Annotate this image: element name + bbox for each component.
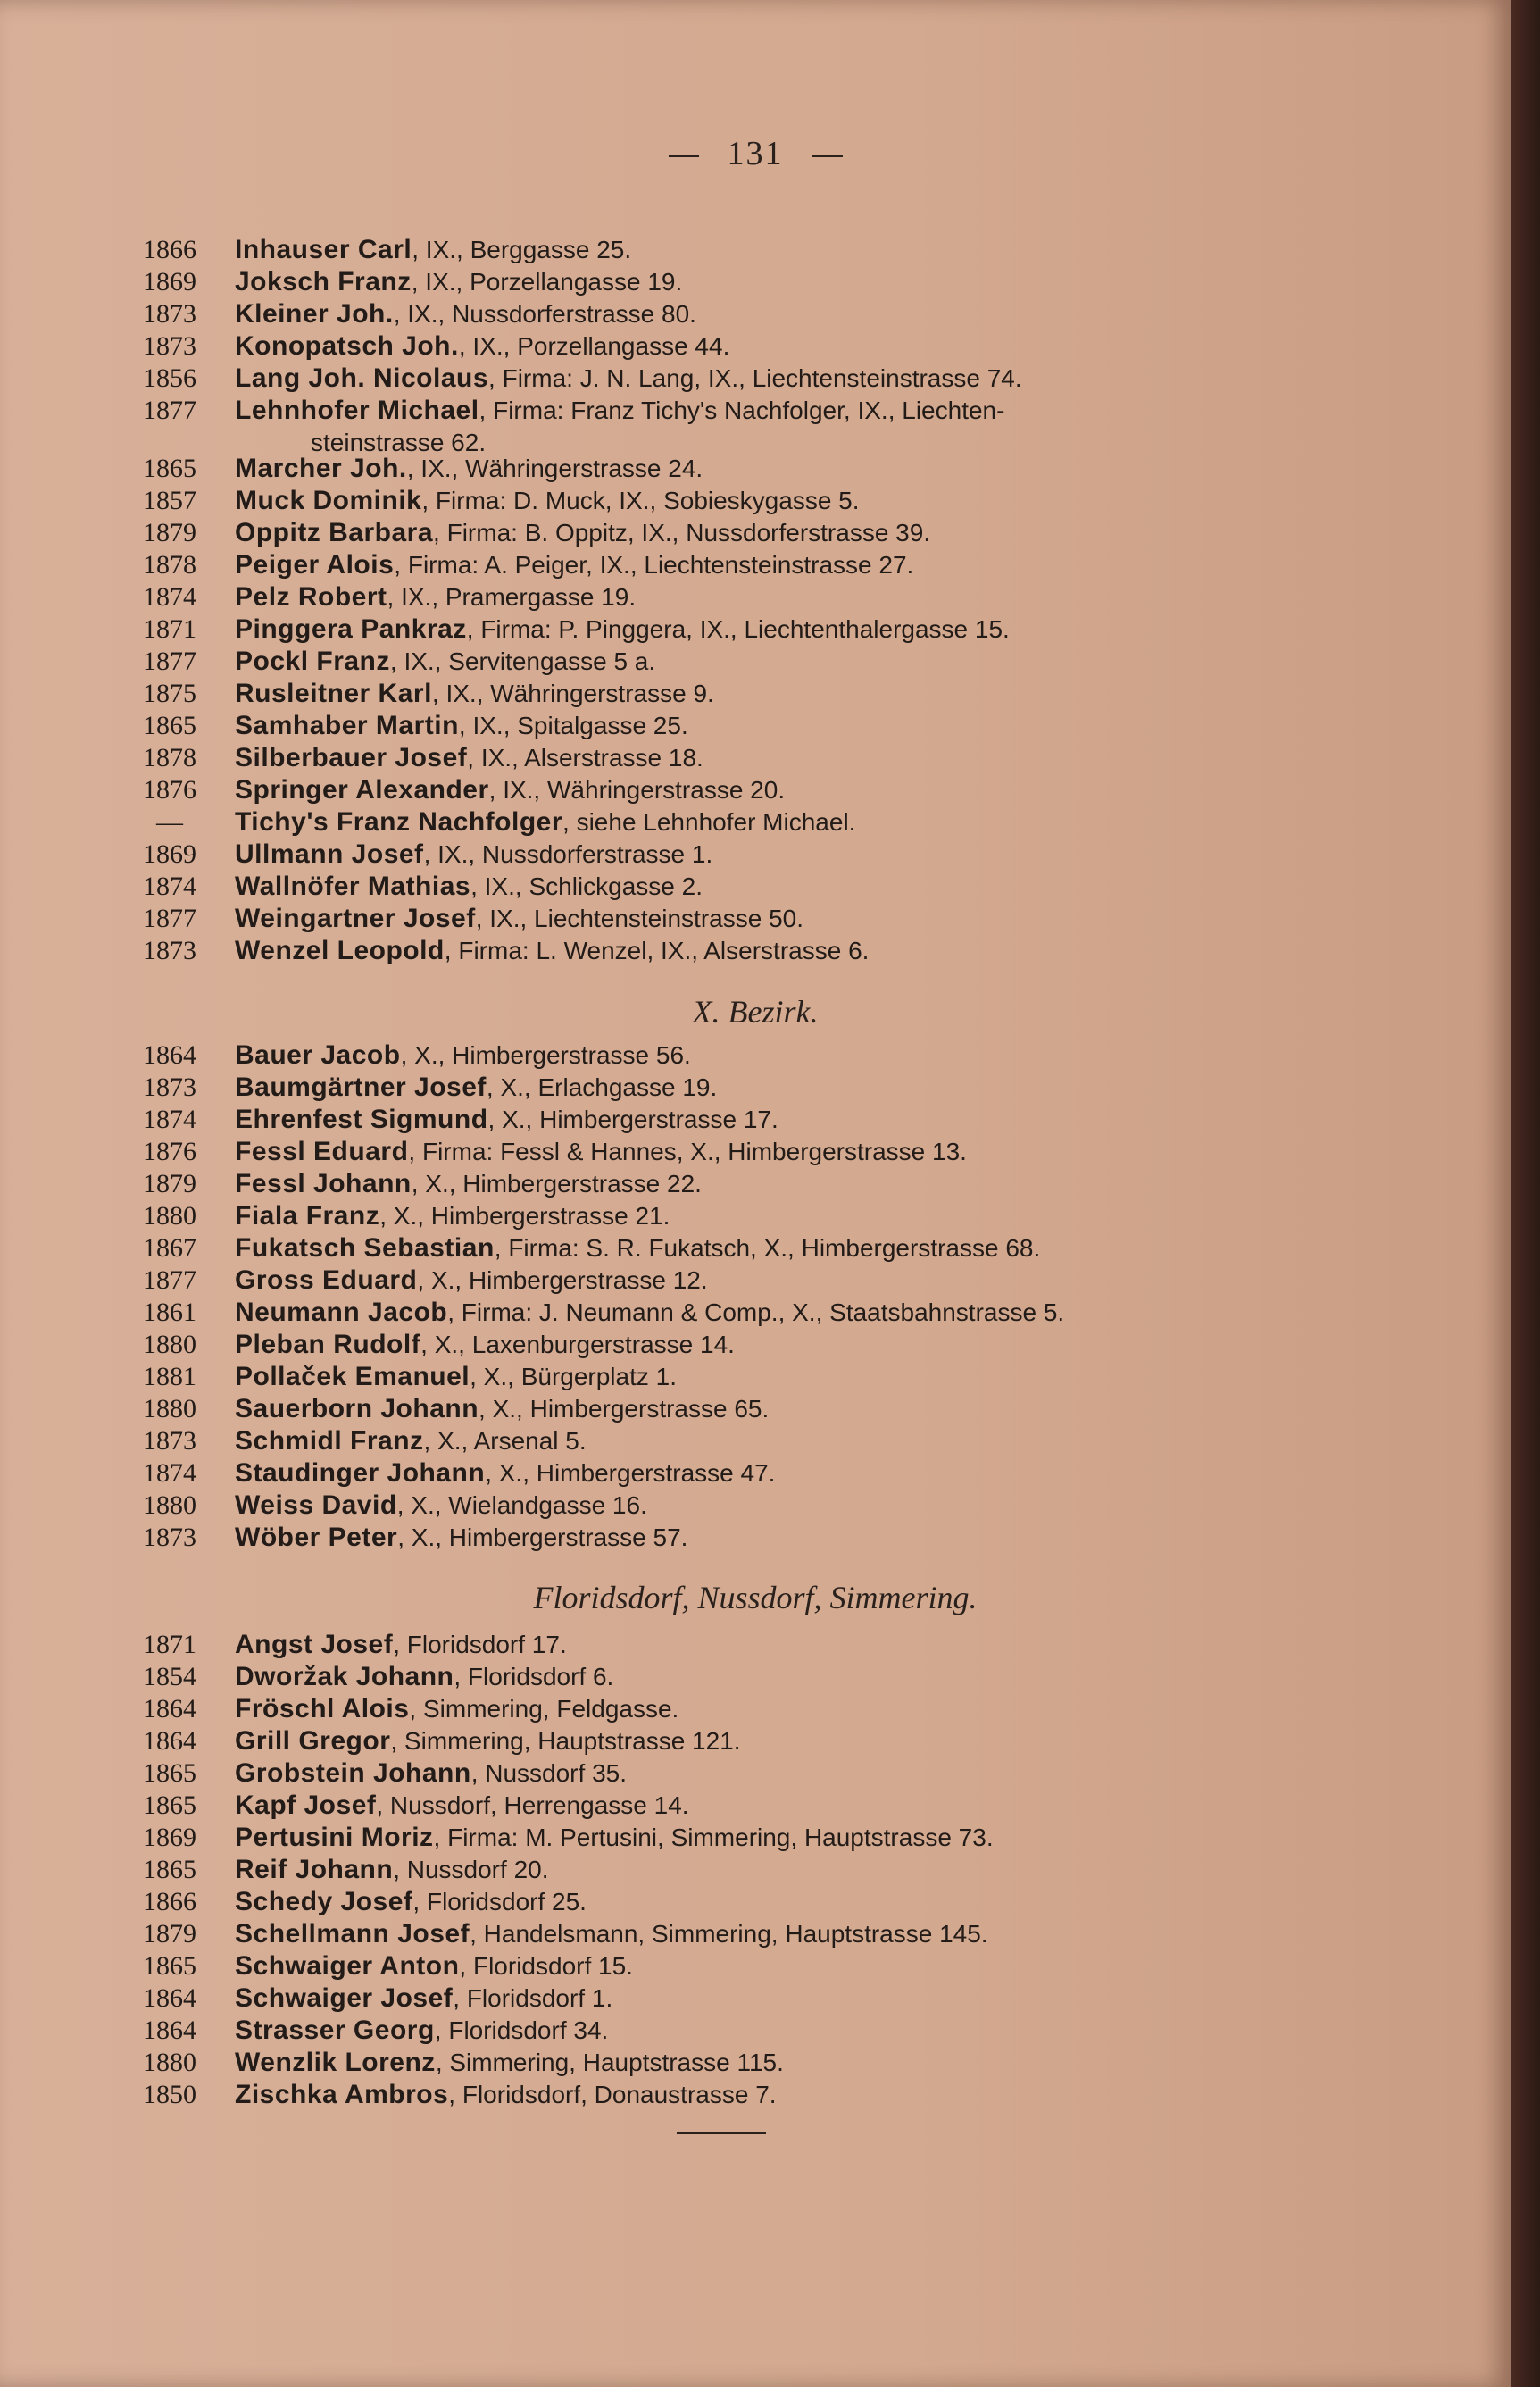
entry-text xyxy=(235,1425,587,1457)
entry-name: Staudinger Johann xyxy=(235,1458,486,1488)
entry-name: Pelz Robert xyxy=(235,582,387,612)
entry-address: , IX., Porzellangasse 19. xyxy=(411,268,683,296)
list-item xyxy=(134,1264,1294,1297)
entry-text xyxy=(235,1039,691,1072)
entry-text xyxy=(235,1790,689,1822)
entry-address: , IX., Pramergasse 19. xyxy=(387,583,637,611)
entry-year: 1865 xyxy=(143,1951,196,1981)
entry-text xyxy=(235,2047,784,2079)
entry-name: Fiala Franz xyxy=(235,1201,380,1231)
section-ix-part2 xyxy=(134,453,1294,967)
continuation-line: steinstrasse 62. xyxy=(311,429,487,456)
section-ix-part1 xyxy=(134,234,1294,427)
entry-address: , IX., Alserstrasse 18. xyxy=(467,744,703,772)
list-item xyxy=(134,2047,1294,2079)
entry-year: 1878 xyxy=(143,743,196,772)
entry-name: Tichy's Franz Nachfolger xyxy=(235,807,563,837)
entry-year: 1867 xyxy=(143,1233,196,1263)
entry-text xyxy=(235,1693,678,1725)
entry-name: Dworžak Johann xyxy=(235,1662,454,1691)
list-item xyxy=(134,266,1294,298)
list-item xyxy=(134,1629,1294,1661)
entry-year: 1876 xyxy=(143,1137,196,1166)
entry-year: 1877 xyxy=(143,396,196,425)
entry-name: Silberbauer Josef xyxy=(235,743,468,772)
entry-name: Marcher Joh. xyxy=(235,454,407,483)
list-item xyxy=(134,517,1294,549)
entry-name: Schmidl Franz xyxy=(235,1426,424,1456)
entry-text xyxy=(235,330,729,363)
section-x-bezirk xyxy=(134,1039,1294,1554)
list-item xyxy=(134,710,1294,742)
entry-name: Pollaček Emanuel xyxy=(235,1362,470,1391)
entry-year: 1873 xyxy=(143,299,196,329)
entry-address: , X., Himbergerstrasse 17. xyxy=(487,1106,778,1133)
entry-address: , X., Himbergerstrasse 12. xyxy=(417,1266,708,1294)
entry-year: 1873 xyxy=(143,936,196,965)
entry-text xyxy=(235,871,703,903)
entry-name: Inhauser Carl xyxy=(235,235,412,264)
entry-text xyxy=(235,2079,777,2111)
entry-name: Fröschl Alois xyxy=(235,1694,410,1723)
list-item xyxy=(134,1200,1294,1232)
entry-address: , IX., Währingerstrasse 20. xyxy=(488,776,786,804)
list-item xyxy=(134,1822,1294,1854)
entry-text xyxy=(235,1361,677,1393)
entry-text xyxy=(235,1104,778,1136)
list-item xyxy=(134,549,1294,581)
entry-address: , Nussdorf 35. xyxy=(470,1759,627,1787)
entry-address: , X., Himbergerstrasse 22. xyxy=(411,1170,702,1198)
list-item xyxy=(134,330,1294,363)
entry-year: 1880 xyxy=(143,1394,196,1423)
entry-address: , IX., Porzellangasse 44. xyxy=(458,332,730,360)
list-item xyxy=(134,1661,1294,1693)
entry-name: Wenzel Leopold xyxy=(235,936,445,965)
entry-text xyxy=(235,1661,613,1693)
entry-text xyxy=(235,266,682,298)
entry-address: , Floridsdorf, Donaustrasse 7. xyxy=(448,2081,777,2108)
entry-name: Zischka Ambros xyxy=(235,2080,449,2109)
entry-year: 1865 xyxy=(143,454,196,483)
entry-year: 1879 xyxy=(143,1919,196,1949)
entry-address: , Firma: L. Wenzel, IX., Alserstrasse 6. xyxy=(444,937,870,964)
entry-address: , Firma: Franz Tichy's Nachfolger, IX., Liechten- xyxy=(479,396,1005,424)
entry-address: , X., Himbergerstrasse 57. xyxy=(397,1523,688,1551)
entry-text xyxy=(235,1757,627,1790)
entry-address: , Simmering, Hauptstrasse 115. xyxy=(435,2049,784,2076)
entry-text xyxy=(235,710,688,742)
entry-address: , Floridsdorf 25. xyxy=(412,1888,587,1915)
entry-address: , Firma: P. Pinggera, IX., Liechtenthalergasse 15. xyxy=(466,615,1010,643)
entry-address: , Firma: D. Muck, IX., Sobieskygasse 5. xyxy=(421,487,860,514)
entry-text xyxy=(235,903,803,935)
list-item xyxy=(134,1522,1294,1554)
entry-year: 1873 xyxy=(143,1426,196,1456)
book-spine xyxy=(1511,0,1540,2387)
entry-year: 1877 xyxy=(143,1265,196,1295)
entry-text xyxy=(235,395,1004,427)
list-item xyxy=(134,1854,1294,1886)
entry-name: Kapf Josef xyxy=(235,1790,377,1820)
entry-name: Schedy Josef xyxy=(235,1887,413,1916)
entry-name: Pertusini Moriz xyxy=(235,1823,434,1852)
entry-text xyxy=(235,1854,549,1886)
entry-name: Oppitz Barbara xyxy=(235,518,434,547)
entry-name: Muck Dominik xyxy=(235,486,422,515)
entry-text xyxy=(235,1072,717,1104)
entry-text xyxy=(235,839,712,871)
list-item xyxy=(134,298,1294,330)
entry-name: Pleban Rudolf xyxy=(235,1330,421,1359)
list-item xyxy=(134,1136,1294,1168)
entry-name: Ehrenfest Sigmund xyxy=(235,1105,488,1134)
entry-year: 1880 xyxy=(143,1490,196,1520)
entry-name: Baumgärtner Josef xyxy=(235,1072,487,1102)
entry-text xyxy=(235,646,655,678)
entry-year: 1869 xyxy=(143,1823,196,1852)
entry-year: 1864 xyxy=(143,1983,196,2013)
entry-year: 1866 xyxy=(143,1887,196,1916)
entry-text xyxy=(235,2015,608,2047)
entry-text xyxy=(235,742,703,774)
list-item xyxy=(134,1457,1294,1490)
entry-year: 1866 xyxy=(143,235,196,264)
entry-address: , Firma: Fessl & Hannes, X., Himbergerstrasse 13. xyxy=(408,1138,967,1165)
list-item xyxy=(134,1039,1294,1072)
entry-address: , X., Arsenal 5. xyxy=(423,1427,587,1455)
entry-address: , Floridsdorf 15. xyxy=(459,1952,633,1980)
entry-name: Bauer Jacob xyxy=(235,1040,401,1070)
entry-year: 1865 xyxy=(143,1790,196,1820)
list-item xyxy=(134,646,1294,678)
list-item xyxy=(134,1490,1294,1522)
entry-year: 1856 xyxy=(143,363,196,393)
entry-text xyxy=(235,1297,1064,1329)
entry-year: 1880 xyxy=(143,1330,196,1359)
entry-name: Lang Joh. Nicolaus xyxy=(235,363,489,393)
entry-text xyxy=(235,1522,687,1554)
entry-address: , Floridsdorf 6. xyxy=(454,1663,614,1690)
list-item xyxy=(134,1693,1294,1725)
entry-text xyxy=(235,1822,994,1854)
entry-year: 1864 xyxy=(143,2016,196,2045)
entry-address: , IX., Währingerstrasse 24. xyxy=(406,455,703,482)
section-title-floridsdorf: Floridsdorf, Nussdorf, Simmering. xyxy=(533,1580,978,1615)
list-item xyxy=(134,1886,1294,1918)
list-item xyxy=(134,2015,1294,2047)
page-number: 131 xyxy=(727,135,784,172)
entry-name: Grill Gregor xyxy=(235,1726,391,1756)
entry-year: 1879 xyxy=(143,518,196,547)
list-item xyxy=(134,935,1294,967)
entry-name: Ullmann Josef xyxy=(235,839,424,869)
entry-text xyxy=(235,485,860,517)
entry-address: , IX., Nussdorferstrasse 1. xyxy=(423,840,713,868)
list-item xyxy=(134,581,1294,613)
entry-address: , Firma: M. Pertusini, Simmering, Hauptstrasse 73. xyxy=(433,1824,994,1851)
entry-year: 1873 xyxy=(143,331,196,361)
list-item xyxy=(134,234,1294,266)
entry-year: 1874 xyxy=(143,872,196,901)
entry-text xyxy=(235,1136,967,1168)
section-title-x-bezirk: X. Bezirk. xyxy=(692,994,819,1030)
entry-year: 1871 xyxy=(143,1630,196,1659)
entry-name: Angst Josef xyxy=(235,1630,394,1659)
entry-address: , IX., Servitengasse 5 a. xyxy=(389,647,656,675)
entry-text xyxy=(235,453,703,485)
entry-text xyxy=(235,549,913,581)
entry-text xyxy=(235,517,930,549)
entry-name: Rusleitner Karl xyxy=(235,679,432,708)
list-item xyxy=(134,1297,1294,1329)
entry-year: 1877 xyxy=(143,904,196,933)
entry-name: Schwaiger Anton xyxy=(235,1951,460,1981)
list-item xyxy=(134,485,1294,517)
entry-text xyxy=(235,1725,741,1757)
entry-text xyxy=(235,1200,670,1232)
entry-text xyxy=(235,1232,1040,1264)
entry-year: 1864 xyxy=(143,1694,196,1723)
entry-year: 1880 xyxy=(143,1201,196,1231)
entry-address: , X., Himbergerstrasse 65. xyxy=(479,1395,770,1423)
entry-text xyxy=(235,1393,769,1425)
entry-year: 1876 xyxy=(143,775,196,805)
entry-address: , X., Erlachgasse 19. xyxy=(486,1073,718,1101)
entry-year: — xyxy=(156,807,183,837)
entry-name: Wöber Peter xyxy=(235,1523,398,1552)
list-item xyxy=(134,1393,1294,1425)
entry-name: Grobstein Johann xyxy=(235,1758,471,1788)
entry-text xyxy=(235,1918,988,1950)
entry-name: Sauerborn Johann xyxy=(235,1394,479,1423)
entry-name: Fessl Johann xyxy=(235,1169,412,1198)
entry-name: Fessl Eduard xyxy=(235,1137,409,1166)
entry-name: Fukatsch Sebastian xyxy=(235,1233,495,1263)
entry-year: 1874 xyxy=(143,1105,196,1134)
list-item xyxy=(134,1425,1294,1457)
entry-text xyxy=(235,678,714,710)
list-item xyxy=(134,678,1294,710)
entry-text xyxy=(235,1490,647,1522)
entry-address: , Floridsdorf 17. xyxy=(393,1631,567,1658)
list-item xyxy=(134,613,1294,646)
entry-year: 1874 xyxy=(143,1458,196,1488)
entry-address: , X., Himbergerstrasse 21. xyxy=(379,1202,670,1230)
entry-text xyxy=(235,1886,587,1918)
entry-address: , Simmering, Hauptstrasse 121. xyxy=(390,1727,741,1755)
list-item xyxy=(134,1329,1294,1361)
entry-year: 1879 xyxy=(143,1169,196,1198)
list-item xyxy=(134,1232,1294,1264)
entry-text xyxy=(235,1982,612,2015)
entry-name: Schwaiger Josef xyxy=(235,1983,454,2013)
entry-text xyxy=(235,1329,735,1361)
entry-text xyxy=(235,1950,633,1982)
entry-year: 1850 xyxy=(143,2080,196,2109)
entry-text xyxy=(235,234,631,266)
entry-text xyxy=(235,613,1010,646)
entry-text xyxy=(235,1264,708,1297)
entry-year: 1861 xyxy=(143,1298,196,1327)
entry-address: , IX., Nussdorferstrasse 80. xyxy=(393,300,696,328)
entry-text xyxy=(235,298,696,330)
entry-address: , Firma: S. R. Fukatsch, X., Himbergerstrasse 68. xyxy=(494,1234,1041,1262)
entry-year: 1873 xyxy=(143,1072,196,1102)
header-dash-right xyxy=(812,155,843,157)
entry-address: , Simmering, Feldgasse. xyxy=(409,1695,679,1723)
entry-year: 1878 xyxy=(143,550,196,580)
entry-name: Strasser Georg xyxy=(235,2016,435,2045)
list-item xyxy=(134,1950,1294,1982)
entry-text xyxy=(235,363,1022,395)
list-item xyxy=(134,903,1294,935)
entry-text xyxy=(235,806,855,839)
list-item xyxy=(134,2079,1294,2111)
list-item xyxy=(134,774,1294,806)
entry-name: Lehnhofer Michael xyxy=(235,396,479,425)
section-floridsdorf xyxy=(134,1629,1294,2111)
entry-name: Wenzlik Lorenz xyxy=(235,2048,436,2077)
entry-text xyxy=(235,774,785,806)
entry-name: Springer Alexander xyxy=(235,775,489,805)
entry-text xyxy=(235,581,636,613)
entry-address: , IX., Schlickgasse 2. xyxy=(470,872,703,900)
entry-address: , siehe Lehnhofer Michael. xyxy=(562,808,856,836)
entry-year: 1871 xyxy=(143,614,196,644)
list-item xyxy=(134,742,1294,774)
list-item xyxy=(134,1361,1294,1393)
entry-year: 1880 xyxy=(143,2048,196,2077)
header-dash-left xyxy=(669,155,699,157)
entry-year: 1873 xyxy=(143,1523,196,1552)
list-item xyxy=(134,1104,1294,1136)
entry-year: 1869 xyxy=(143,267,196,296)
entry-address: , IX., Liechtensteinstrasse 50. xyxy=(475,905,803,932)
list-item xyxy=(134,453,1294,485)
entry-name: Samhaber Martin xyxy=(235,711,459,740)
entry-text xyxy=(235,1168,702,1200)
entry-address: , IX., Berggasse 25. xyxy=(412,236,632,263)
entry-name: Neumann Jacob xyxy=(235,1298,448,1327)
entry-address: , Firma: J. Neumann & Comp., X., Staatsbahnstrasse 5. xyxy=(447,1298,1065,1326)
entry-year: 1854 xyxy=(143,1662,196,1691)
entry-name: Pockl Franz xyxy=(235,647,390,676)
entry-year: 1864 xyxy=(143,1726,196,1756)
entry-name: Wallnöfer Mathias xyxy=(235,872,471,901)
entry-year: 1864 xyxy=(143,1040,196,1070)
list-item xyxy=(134,1757,1294,1790)
entry-year: 1857 xyxy=(143,486,196,515)
list-item xyxy=(134,1790,1294,1822)
entry-text xyxy=(235,1629,567,1661)
entry-name: Weiss David xyxy=(235,1490,397,1520)
entry-address: , X., Himbergerstrasse 47. xyxy=(485,1459,776,1487)
entry-year: 1865 xyxy=(143,1758,196,1788)
list-item xyxy=(134,1072,1294,1104)
entry-year: 1865 xyxy=(143,1855,196,1884)
entry-address: , IX., Währingerstrasse 9. xyxy=(431,680,714,707)
entry-name: Reif Johann xyxy=(235,1855,394,1884)
list-item xyxy=(134,806,1294,839)
entry-name: Joksch Franz xyxy=(235,267,412,296)
entry-address: , Firma: A. Peiger, IX., Liechtensteinstrasse 27. xyxy=(394,551,914,579)
entry-address: , IX., Spitalgasse 25. xyxy=(458,712,688,739)
list-item xyxy=(134,395,1294,427)
list-item xyxy=(134,1168,1294,1200)
entry-year: 1881 xyxy=(143,1362,196,1391)
list-item xyxy=(134,1918,1294,1950)
entry-address: , X., Bürgerplatz 1. xyxy=(470,1363,678,1390)
list-item xyxy=(134,1725,1294,1757)
entry-year: 1877 xyxy=(143,647,196,676)
entry-name: Gross Eduard xyxy=(235,1265,418,1295)
entry-address: , Handelsmann, Simmering, Hauptstrasse 145. xyxy=(470,1920,988,1948)
entry-address: , Firma: B. Oppitz, IX., Nussdorferstrasse 39. xyxy=(433,519,931,547)
entry-year: 1865 xyxy=(143,711,196,740)
entry-address: , Nussdorf, Herrengasse 14. xyxy=(376,1791,689,1819)
list-item xyxy=(134,363,1294,395)
entry-address: , X., Himbergerstrasse 56. xyxy=(400,1041,691,1069)
entry-name: Schellmann Josef xyxy=(235,1919,470,1949)
entry-name: Kleiner Joh. xyxy=(235,299,394,329)
entry-address: , Floridsdorf 1. xyxy=(453,1984,613,2012)
list-item xyxy=(134,871,1294,903)
list-item xyxy=(134,839,1294,871)
entry-name: Peiger Alois xyxy=(235,550,395,580)
entry-year: 1875 xyxy=(143,679,196,708)
entry-text xyxy=(235,1457,775,1490)
entry-address: , X., Wielandgasse 16. xyxy=(396,1491,647,1519)
entry-year: 1874 xyxy=(143,582,196,612)
list-item xyxy=(134,1982,1294,2015)
entry-address: , Floridsdorf 34. xyxy=(434,2016,609,2044)
page-header xyxy=(0,134,1511,173)
end-rule xyxy=(677,2132,766,2134)
entry-address: , Nussdorf 20. xyxy=(393,1856,549,1883)
entry-name: Weingartner Josef xyxy=(235,904,476,933)
entry-address: , X., Laxenburgerstrasse 14. xyxy=(420,1331,735,1358)
entry-year: 1869 xyxy=(143,839,196,869)
entry-name: Konopatsch Joh. xyxy=(235,331,459,361)
entry-name: Pinggera Pankraz xyxy=(235,614,467,644)
entry-address: , Firma: J. N. Lang, IX., Liechtensteinstrasse 74. xyxy=(488,364,1022,392)
entry-text xyxy=(235,935,869,967)
